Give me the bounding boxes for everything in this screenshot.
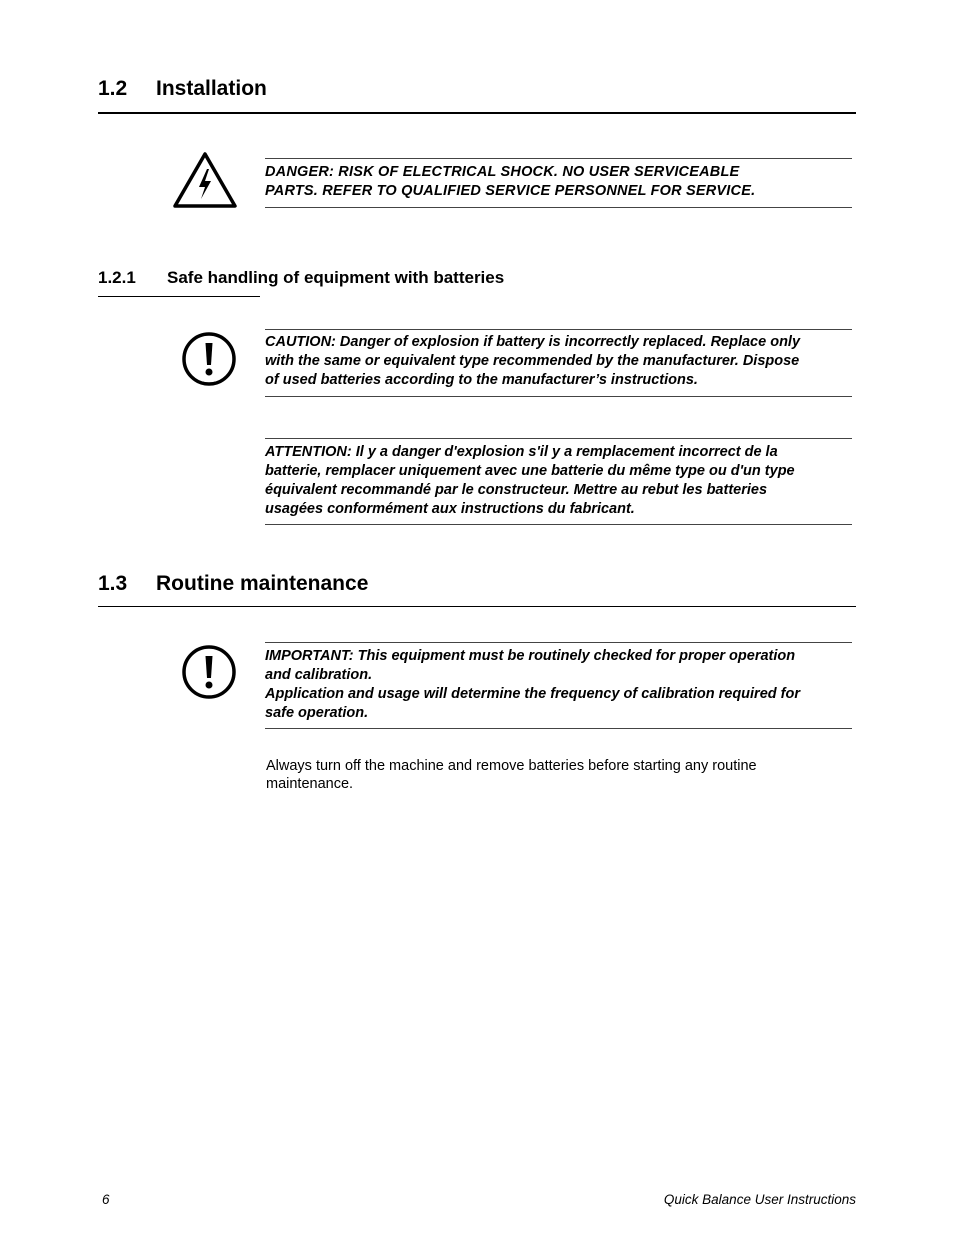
section-number: 1.3	[98, 572, 128, 595]
caution-notice	[265, 329, 852, 397]
caution-line-1: CAUTION: Danger of explosion if battery is incorrectly replaced. Replace only	[265, 334, 801, 350]
section-heading-routine-maintenance	[98, 572, 858, 600]
subsection-number: 1.2.1	[98, 268, 136, 287]
subsection-divider	[98, 296, 260, 297]
subsection-title: Safe handling of equipment with batteries	[167, 268, 505, 287]
attention-line-3: équivalent recommandé par le constructeur. Mettre au rebut les batteries	[265, 482, 768, 498]
attention-line-2: batterie, remplacer uniquement avec une batterie du même type ou d'un type	[265, 463, 795, 479]
electrical-hazard-icon	[172, 151, 238, 209]
exclamation-circle-icon	[180, 643, 238, 701]
section-title: Routine maintenance	[156, 572, 369, 595]
attention-line-1: ATTENTION: Il y a danger d'explosion s'il y a remplacement incorrect de la	[265, 444, 778, 460]
section-number: 1.2	[98, 77, 128, 100]
maintenance-line-1: Always turn off the machine and remove batteries before starting any routine	[266, 758, 757, 774]
important-line-1: IMPORTANT: This equipment must be routinely checked for proper operation	[265, 648, 796, 664]
important-line-3: Application and usage will determine the frequency of calibration required for	[265, 686, 800, 702]
danger-notice	[265, 158, 852, 208]
attention-line-4: usagées conformément aux instructions du fabricant.	[265, 501, 635, 517]
danger-line-1: DANGER: RISK OF ELECTRICAL SHOCK. NO USER SERVICEABLE	[265, 164, 740, 180]
section-title: Installation	[156, 77, 267, 100]
section-divider	[98, 112, 856, 114]
maintenance-line-2: maintenance.	[266, 776, 354, 792]
footer-document-title: Quick Balance User Instructions	[663, 1192, 856, 1207]
important-notice	[265, 642, 852, 729]
footer-page-number: 6	[102, 1192, 110, 1207]
attention-notice	[265, 438, 852, 525]
section-divider	[98, 606, 856, 607]
caution-line-2: with the same or equivalent type recommended by the manufacturer. Dispose	[265, 353, 800, 369]
exclamation-circle-icon	[180, 330, 238, 388]
danger-line-2: PARTS. REFER TO QUALIFIED SERVICE PERSONNEL FOR SERVICE.	[265, 183, 756, 199]
section-heading-installation	[98, 77, 858, 105]
maintenance-paragraph	[266, 757, 846, 793]
important-line-2: and calibration.	[265, 667, 373, 683]
caution-line-3: of used batteries according to the manufacturer’s instructions.	[265, 372, 698, 388]
important-line-4: safe operation.	[265, 705, 369, 721]
subsection-heading-battery-handling	[98, 268, 858, 290]
